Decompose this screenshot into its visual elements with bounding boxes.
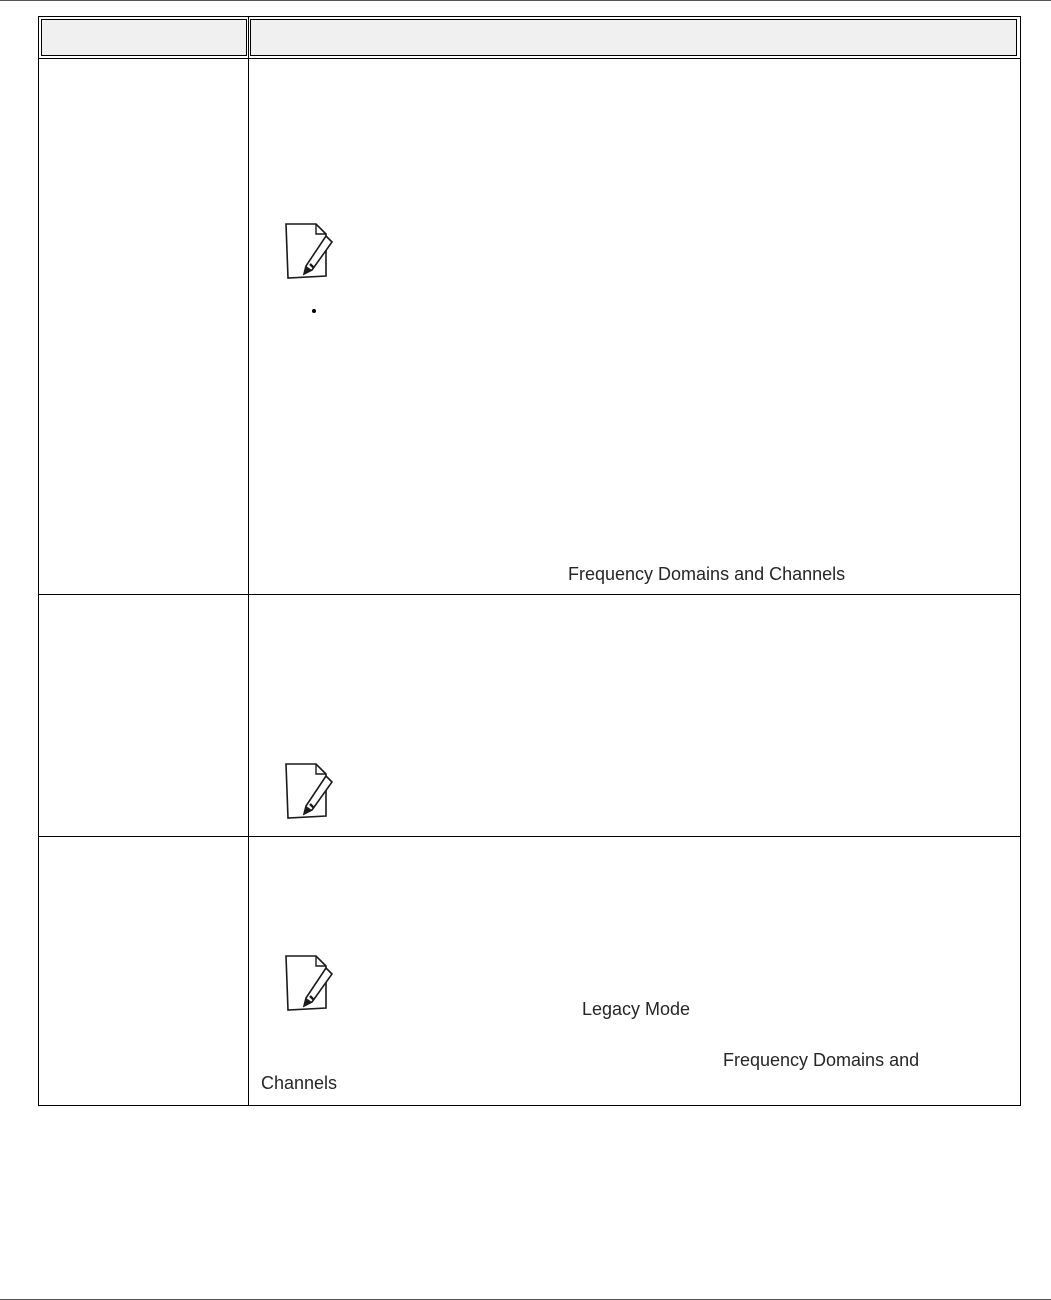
column-separator (248, 16, 249, 1106)
note-pencil-icon (280, 220, 336, 282)
link-legacy-mode[interactable]: Legacy Mode (582, 999, 691, 1019)
table-top-border (38, 16, 1021, 17)
header-cell-parameter (41, 19, 247, 56)
page-top-rule (0, 0, 1051, 1)
header-separator (38, 58, 1021, 59)
bullet-dot (312, 309, 316, 313)
row-separator-1 (38, 594, 1021, 595)
table-right-border (1020, 16, 1021, 1106)
parameter-table (38, 16, 1021, 1106)
note-pencil-icon (280, 760, 336, 822)
row-separator-2 (38, 836, 1021, 837)
table-left-border (38, 16, 39, 1106)
header-cell-description (250, 19, 1017, 56)
link-frequency-domains-part1[interactable]: Frequency Domains and (723, 1050, 920, 1070)
note-pencil-icon (280, 952, 336, 1014)
link-frequency-domains[interactable]: Frequency Domains and Channels (568, 564, 846, 584)
link-frequency-domains-part2[interactable]: Channels (261, 1073, 338, 1093)
table-bottom-border (38, 1105, 1021, 1106)
